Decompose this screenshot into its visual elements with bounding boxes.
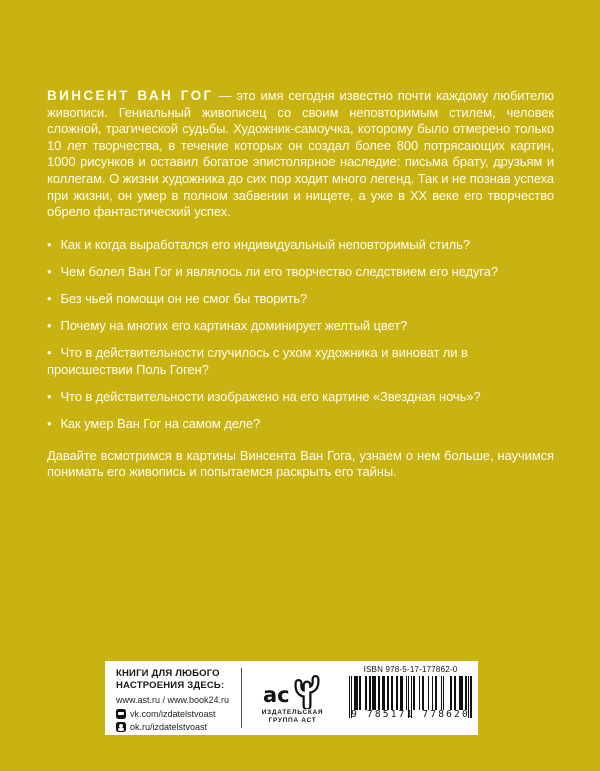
bullet-text: Без чьей помощи он не смог бы творить? <box>60 290 308 306</box>
bullet-item <box>47 236 554 253</box>
bullet-dot: • <box>47 317 52 333</box>
publisher-caption-line1: ИЗДАТЕЛЬСКАЯ <box>261 709 324 716</box>
bullet-list <box>47 236 554 432</box>
ast-publisher-logo <box>262 673 324 709</box>
bullet-item <box>47 344 554 378</box>
vk-row <box>116 708 237 720</box>
promo-heading-line1: КНИГИ ДЛЯ ЛЮБОГО <box>116 668 220 679</box>
ok-link-text: ok.ru/izdatelstvoast <box>130 722 208 732</box>
cover-text-block <box>47 88 554 481</box>
publisher-column <box>242 661 343 735</box>
vk-link-text: vk.com/izdatelstvoast <box>130 708 216 719</box>
closing-paragraph: Давайте всмотримся в картины Винсента Ван Гога, узнаем о нем больше, научимся понимать его живопись и попытаемся раскрыть его тайны. <box>47 447 554 480</box>
ok-icon <box>116 722 126 732</box>
barcode-digits: 9 785171 778620 <box>351 709 470 720</box>
bullet-text: Как и когда выработался его индивидуальный неповторимый стиль? <box>60 236 470 252</box>
bullet-dot: • <box>47 344 52 360</box>
bullet-dot: • <box>47 236 52 252</box>
bullet-text: Что в действительности изображено на его картине «Звездная ночь»? <box>60 388 481 404</box>
vk-icon <box>116 709 126 719</box>
bullet-dot: • <box>47 415 52 431</box>
lead-paragraph <box>47 88 554 221</box>
bullet-item <box>47 388 554 405</box>
publisher-caption-line2: ГРУППА АСТ <box>268 717 317 724</box>
ok-row <box>116 721 237 733</box>
ast-logo-letters: ас <box>262 683 290 707</box>
bullet-text: Как умер Ван Гог на самом деле? <box>60 415 261 431</box>
barcode-block <box>343 661 478 735</box>
publisher-websites: www.ast.ru / www.book24.ru <box>116 695 230 705</box>
promo-column <box>105 661 241 735</box>
book-subject-title: ВИНСЕНТ ВАН ГОГ <box>47 88 214 103</box>
bullet-dot: • <box>47 388 52 404</box>
publisher-info-bar <box>105 661 478 735</box>
bullet-item <box>47 415 554 432</box>
bullet-dot: • <box>47 290 52 306</box>
bullet-item <box>47 290 554 307</box>
bullet-text: Почему на многих его картинах доминирует желтый цвет? <box>60 317 408 333</box>
bullet-dot: • <box>47 263 52 279</box>
ast-cactus-figure <box>298 679 315 706</box>
isbn-text: ISBN 978-5-17-177862-0 <box>363 665 458 674</box>
bullet-item <box>47 317 554 334</box>
bullet-text: Чем болел Ван Гог и являлось ли его творчество следствием его недуга? <box>60 263 499 279</box>
bullet-text: Что в действительности случилось с ухом художника и виноват ли в происшествии Поль Гоген? <box>47 344 468 377</box>
promo-heading-line2: НАСТРОЕНИЯ ЗДЕСЬ: <box>116 680 225 691</box>
lead-text: — это имя сегодня известно почти каждому любителю живописи. Гениальный живописец со своим неповторимым стилем, человек сложной, трагической судьбы. Художник-самоучка, которому было отмерено только 10 лет творчества, в течение которых он создал более 800 потрясающих картин, 1000 рисунков и оставил богатое эпистолярное наследие: письма брату, друзьям и коллегам. О жизни художника до сих пор ходит много легенд. Так и не познав успеха при жизни, он умер в полном забвении и нищете, а уже в XX веке его творчество обрело фантастический успех. <box>47 88 554 220</box>
bullet-item <box>47 263 554 280</box>
